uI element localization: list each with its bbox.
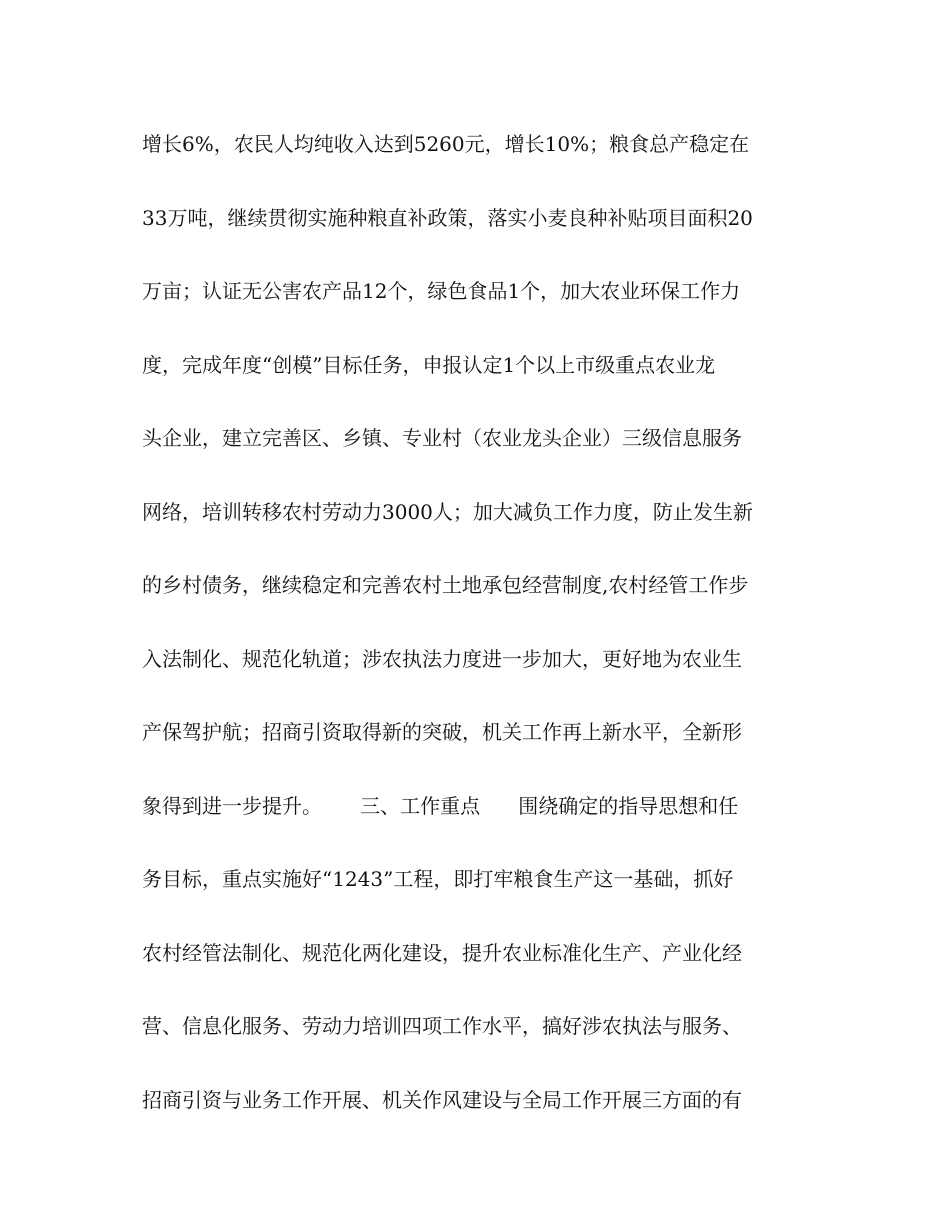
text-line: 产保驾护航；招商引资取得新的突破，机关工作再上新水平，全新形 — [142, 720, 742, 744]
text-line: 营、信息化服务、劳动力培训四项工作水平，搞好涉农执法与服务、 — [142, 1014, 742, 1038]
text-line: 网络，培训转移农村劳动力3000人；加大减负工作力度，防止发生新 — [142, 499, 753, 524]
text-line: 增长6%，农民人均纯收入达到5260元，增长10%；粮食总产稳定在 — [142, 132, 750, 156]
text-line: 万亩；认证无公害农产品12个，绿色食品1个，加大农业环保工作力 — [142, 279, 741, 303]
text-line: 入法制化、规范化轨道；涉农执法力度进一步加大，更好地为农业生 — [142, 646, 742, 671]
text-line: 头企业，建立完善区、乡镇、专业村（农业龙头企业）三级信息服务 — [142, 426, 742, 450]
text-line: 招商引资与业务工作开展、机关作风建设与全局工作开展三方面的有 — [142, 1087, 742, 1112]
body-text — [142, 126, 822, 1155]
text-line: 33万吨，继续贯彻实施种粮直补政策，落实小麦良种补贴项目面积20 — [142, 205, 753, 230]
text-line: 农村经管法制化、规范化两化建设，提升农业标准化生产、产业化经 — [142, 940, 742, 965]
text-line: 务目标，重点实施好“1243”工程，即打牢粮食生产这一基础，抓好 — [142, 867, 734, 891]
text-line: 的乡村债务，继续稳定和完善农村土地承包经营制度,农村经管工作步 — [142, 573, 749, 597]
text-line: 象得到进一步提升。 三、工作重点 围绕确定的指导思想和任 — [142, 793, 739, 818]
text-line: 度，完成年度“创模”目标任务，申报认定1个以上市级重点农业龙 — [142, 352, 716, 377]
